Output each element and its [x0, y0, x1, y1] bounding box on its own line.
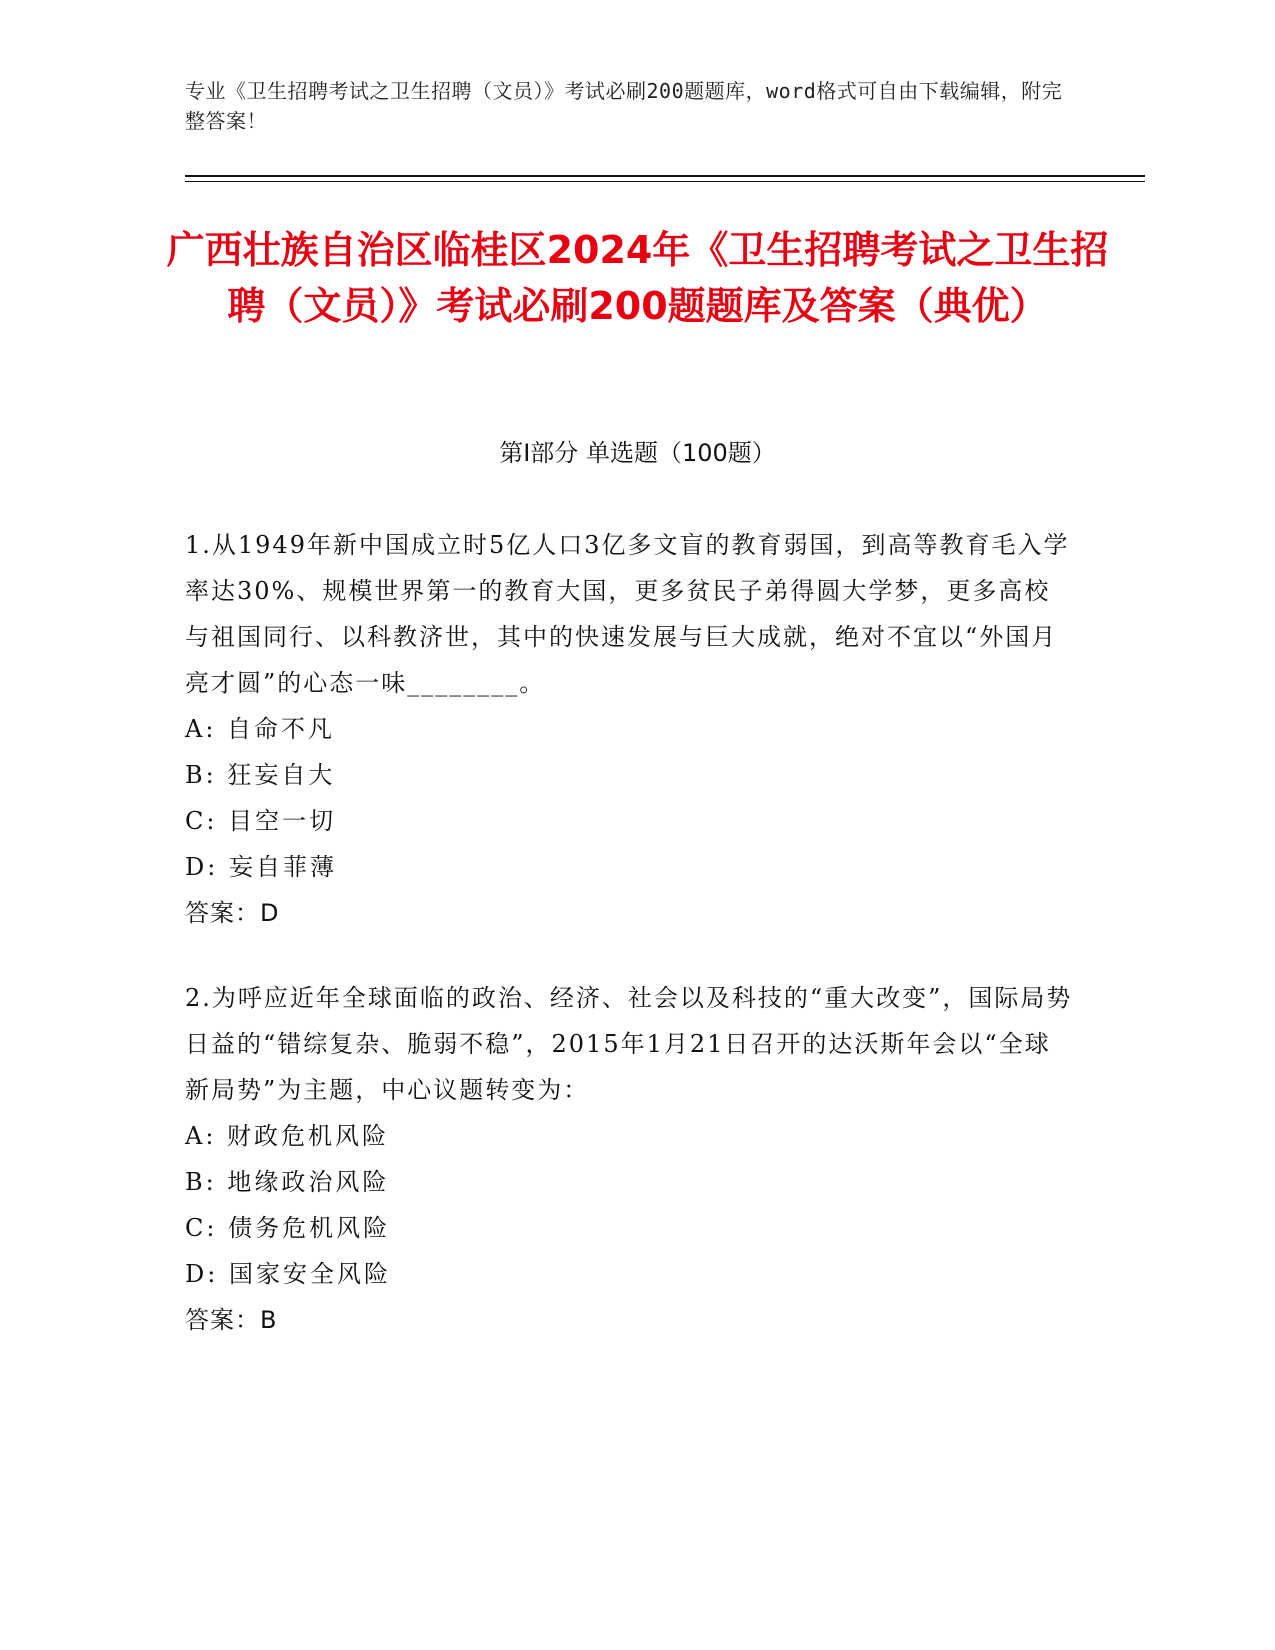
answer-line: 答案：B [185, 1306, 278, 1334]
answer-line: 答案：D [185, 899, 280, 927]
option-d: D: 国家安全风险 [185, 1260, 391, 1288]
question-stem: 1.从1949年新中国成立时5亿人口3亿多文盲的教育弱国，到高等教育毛入学率达30%、规模世界第一的教育大国，更多贫民子弟得圆大学梦，更多高校与祖国同行、以科教济世，其中的快速发展与巨大成就，绝对不宜以“外国月亮才圆”的心态一味________。 [185, 531, 1070, 697]
question-1 [185, 522, 1075, 936]
question-stem: 2.为呼应近年全球面临的政治、经济、社会以及科技的“重大改变”，国际局势日益的“错综复杂、脆弱不稳”，2015年1月21日召开的达沃斯年会以“全球新局势”为主题，中心议题转变为： [185, 984, 1073, 1104]
option-a: A: 财政危机风险 [185, 1122, 390, 1150]
option-d: D: 妄自菲薄 [185, 853, 337, 881]
option-c: C: 目空一切 [185, 807, 337, 835]
option-b: B: 地缘政治风险 [185, 1168, 390, 1196]
header-note: 专业《卫生招聘考试之卫生招聘（文员）》考试必刷200题题库，word格式可自由下载编辑，附完整答案！ [185, 79, 1063, 133]
option-c: C: 债务危机风险 [185, 1214, 391, 1242]
option-b: B: 狂妄自大 [185, 761, 336, 789]
question-2 [185, 975, 1075, 1343]
header-divider-thick [185, 175, 1145, 177]
document-title: 广西壮族自治区临桂区2024年《卫生招聘考试之卫生招聘（文员）》考试必刷200题题库及答案（典优） [166, 228, 1109, 328]
section-heading: 第Ⅰ部分 单选题（100题） [499, 439, 776, 467]
header-divider-thin [185, 181, 1145, 182]
option-a: A: 自命不凡 [185, 715, 336, 743]
